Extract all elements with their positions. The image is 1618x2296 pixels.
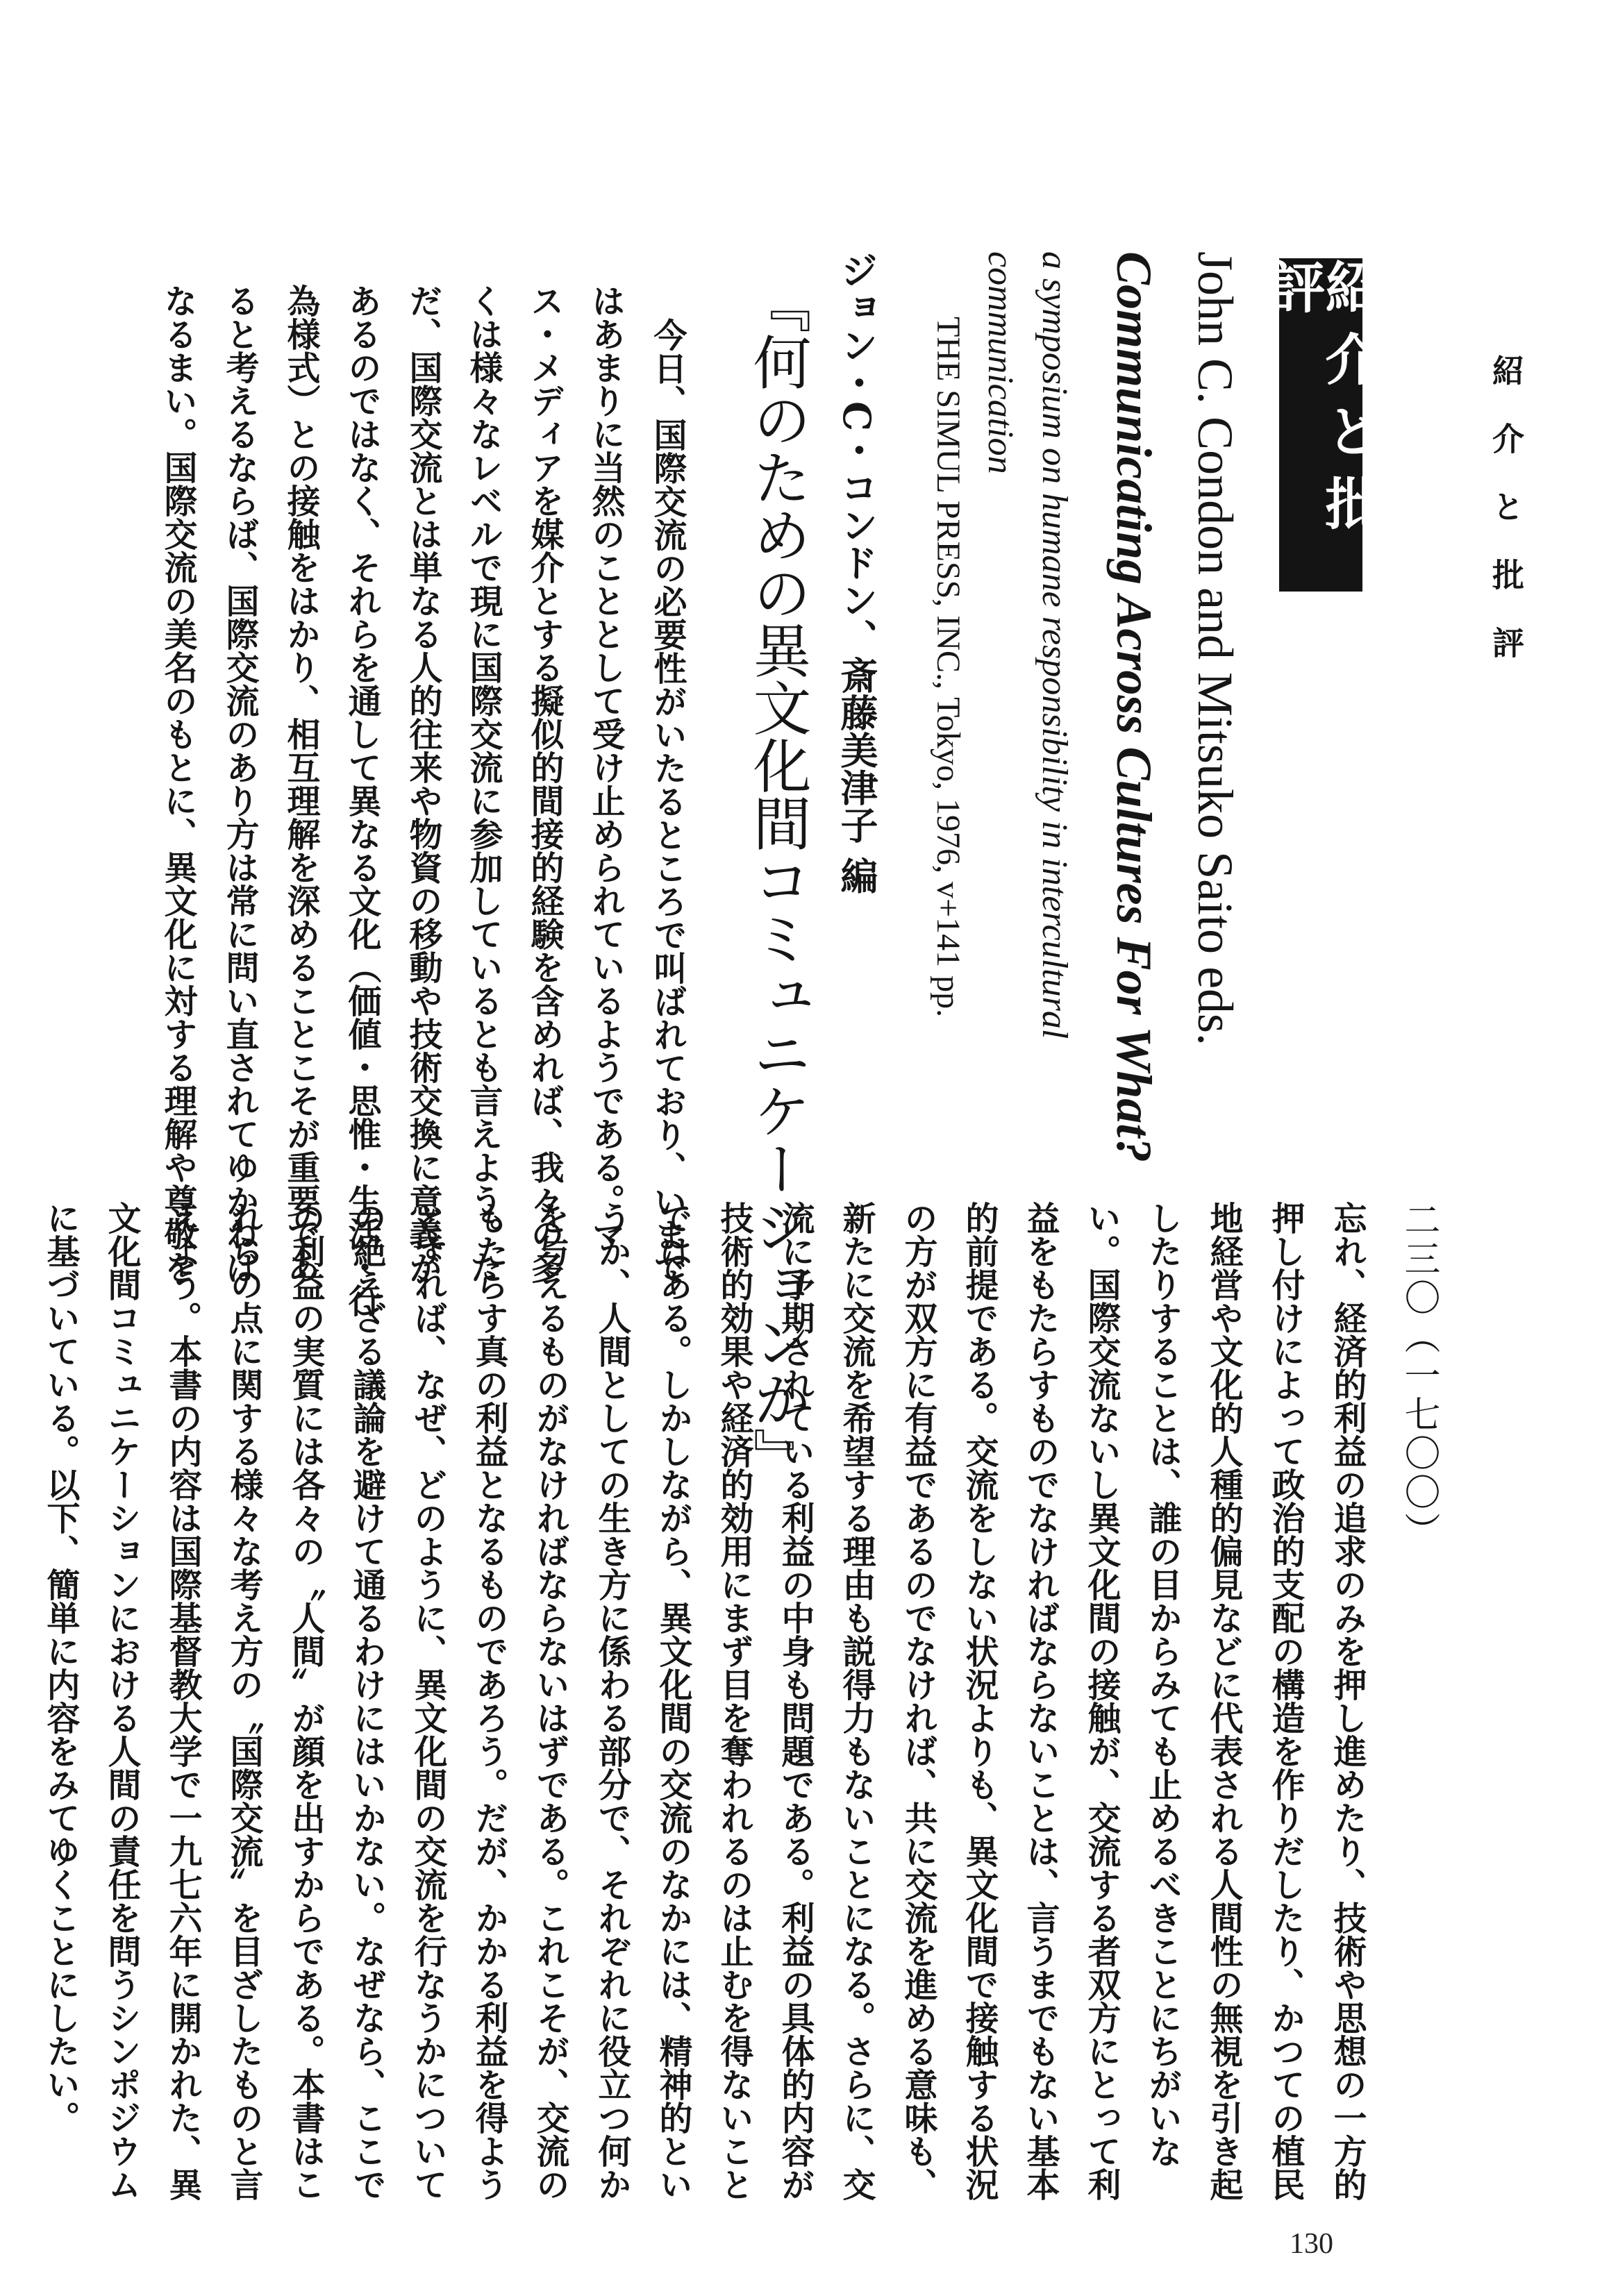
lower-text-column: い。国際交流ないし異文化間の接触が、交流する者双方にとって利 [1082,1201,1121,2201]
footer-page-number: 130 [1290,2228,1333,2260]
lower-text-column: 忘れ、経済的利益の追求のみを押し進めたり、技術や思想の一方的 [1328,1201,1367,2201]
bibliography-title: Communicating Across Cultures For What? [1106,251,1162,1163]
running-header: 紹介と批評 [1487,354,1525,694]
upper-text-column: 為様式）との接触をはかり、相互理解を深めることこそが重要であ [281,284,320,1284]
bibliography-publisher: THE SIMUL PRESS, INC., Tokyo, 1976, v+141 pp. [930,317,967,1018]
upper-text-column: くは様々なレベルで現に国際交流に参加しているとも言えよう。た [464,284,503,1284]
lower-text-column: 流に予期されている利益の中身も問題である。利益の具体的内容が [776,1201,815,2201]
lower-text-column: 地経営や文化的人種的偏見などに代表される人間性の無視を引き起 [1204,1201,1243,2201]
upper-text-column: だ、国際交流とは単なる人的往来や物資の移動や技術交換に意義が [403,284,442,1284]
lower-text-column: ではある。しかしながら、異文化間の交流のなかには、精神的とい [653,1201,692,2201]
lower-text-column: 的前提である。交流をしない状況よりも、異文化間で接触する状況 [960,1201,999,2201]
lower-text-column: の絶えざる議論を避けて通るわけにはいかない。なぜなら、ここで [347,1201,386,2201]
upper-text-column: あるのではなく、それらを通して異なる文化（価値・思惟・生活・行 [342,284,381,1317]
lower-text-column: の利益の実質には各々の〝人間〟が顔を出すからである。本書はこ [286,1201,325,2201]
upper-text-column: なるまい。国際交流の美名のもとに、異文化に対する理解や尊敬を [158,284,197,1284]
section-title-box [1260,258,1381,592]
lower-text-column: に基づいている。以下、簡単に内容をみてゆくことにしたい。 [41,1201,80,2134]
bibliography-authors: John C. Condon and Mitsuko Saito eds. [1187,251,1243,1046]
lower-text-column: もたらす真の利益となるものであろう。だが、かかる利益を得よう [469,1201,508,2201]
lower-text-column: 押し付けによって政治的支配の構造を作りだしたり、かつての植民 [1266,1201,1305,2201]
lower-text-column: を与えるものがなければならないはずである。これこそが、交流の [531,1201,569,2201]
lower-text-column: したりすることは、誰の目からみても止めるべきことにちがいな [1143,1201,1182,2168]
lower-text-column: 新たに交流を希望する理由も説得力もないことになる。さらに、交 [837,1201,876,2201]
header-page-number: 二三〇（一七〇〇） [1398,1201,1440,1551]
upper-text-column: はあまりに当然のこととして受け止められているようである。マ [586,284,625,1250]
upper-text-column: ス・メディアを媒介とする擬似的間接的経験を含めれば、我々の多 [525,284,564,1284]
bibliography-subtitle-line2: communication [981,251,1020,474]
lower-text-column: えよう。本書の内容は国際基督教大学で一九七六年に開かれた、異 [163,1201,202,2201]
lower-text-column: うか、人間としての生き方に係わる部分で、それぞれに役立つ何か [592,1201,631,2201]
lower-text-column: 益をもたらすものでなければならないことは、言うまでもない基本 [1021,1201,1060,2201]
lower-text-column: 文化間コミュニケーションにおける人間の責任を問うシンポジウム [102,1201,141,2201]
lower-text-column: とすれば、なぜ、どのように、異文化間の交流を行なうかについて [408,1201,447,2201]
section-title: 紹介と批評 [1260,258,1381,547]
lower-text-column: れらの点に関する様々な考え方の〝国際交流〟を目ざしたものと言 [224,1201,263,2201]
lower-text-column: の方が双方に有益であるのでなければ、共に交流を進める意味も、 [899,1201,937,2201]
upper-text-column: ると考えるならば、国際交流のあり方は常に問い直されてゆかねば [220,284,259,1284]
upper-text-column: 今日、国際交流の必要性がいたるところで叫ばれており、いまで [648,318,687,1284]
lower-text-column: 技術的効果や経済的効用にまず目を奪われるのは止むを得ないこと [715,1201,753,2201]
bibliography-subtitle-line1: a symposium on humane responsibility in intercultural [1035,251,1074,1039]
japanese-editors: ジョン・C・コンドン、斎藤美津子 編 [835,251,879,894]
japanese-title: 『何のための異文化間コミュニケーションか』 [744,275,812,1485]
